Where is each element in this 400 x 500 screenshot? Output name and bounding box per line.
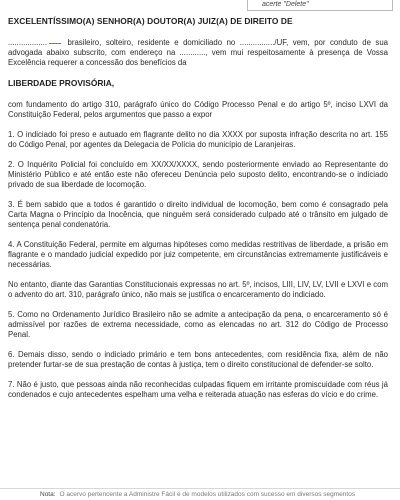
paragraph-2: 2. O Inquérito Policial foi concluído em XX/XX/XXXX, sendo posteriormente enviado ao Representante do Ministério Público e até então este não ofereceu Denúncia pelo suposto delito, encontrando-se o indiciado privado de sua liberdade de locomoção. [8,160,388,189]
paragraph-fundamento: com fundamento do artigo 310, parágrafo único do Código Processo Penal e do artigo 5º, inciso LXVI da Constituição Federal, pelos argumentos que passo a expor [8,100,388,119]
intro-text: brasileiro, solteiro, residente e domiciliado no ................/UF, vem, por conduto de sua advogada abaixo subscrito, com endereço na ............, vem mui respeitosamente à presença de Vossa Excelência requerer a concessão dos benefícios da [8,38,388,67]
document-body [8,16,388,410]
document-title: EXCELENTÍSSIMO(A) SENHOR(A) DOUTOR(A) JUIZ(A) DE DIREITO DE [8,16,293,26]
paragraph-4b: No entanto, diante das Garantias Constitucionais expressas no art. 5º, incisos, LIII, LIV, LV, LVII e LXVI e com o advento do art. 310, parágrafo único, não mais se justifica o encarceramento do indiciado. [8,280,388,299]
paragraph-4: 4. A Constituição Federal, permite em algumas hipóteses como medidas restritivas de liberdade, a prisão em flagrante e o mandado judicial expedido por juiz competente, em circunstâncias extremamente justificáveis e necessárias. [8,240,388,269]
paragraph-7: 7. Não é justo, que pessoas ainda não reconhecidas culpadas fiquem em irritante promiscuidade com réus já condenados e cujo antecedentes espelham uma velha e reiterada atuação nas esferas do vício e do crime. [8,380,388,399]
name-placeholder: .................. [8,38,47,47]
delete-hint-tag: acerte "Delete" [247,0,393,11]
paragraph-3: 3. É bem sabido que a todos é garantido o direito individual de locomoção, bem como é consagrado pela Carta Magna o Princípio da Inocência, que ninguém será considerado culpado até o trânsito em julgado de sentença penal condenatória. [8,200,388,229]
paragraph-5: 5. Como no Ordenamento Jurídico Brasileiro não se admite a antecipação da pena, o encarceramento só é admissível por razões de extrema necessidade, como as elencadas no art. 312 do Código de Processo Penal. [8,310,388,339]
footer-note [40,489,400,500]
request-heading: LIBERDADE PROVISÓRIA, [8,78,115,88]
paragraph-6: 6. Demais disso, sendo o indiciado primário e tem bons antecedentes, com residência fixa, além de não pretender furtar-se de sua prestação de contas à justiça, tem o direito constitucional de defender-se solto. [8,350,388,369]
paragraph-1: 1. O indiciado foi preso e autuado em flagrante delito no dia XXXX por suposta infração descrita no art. 155 do Código Penal, por agentes da Delegacia de Polícia do município de Laranjeiras. [8,130,388,149]
blank-field-marker [49,43,61,44]
footer-text: O acervo pertencente a Administre Fácil é de modelos utilizados com sucesso em diversos segmentos [59,491,356,498]
footer-label: Nota: [40,491,56,498]
intro-paragraph [8,38,388,68]
